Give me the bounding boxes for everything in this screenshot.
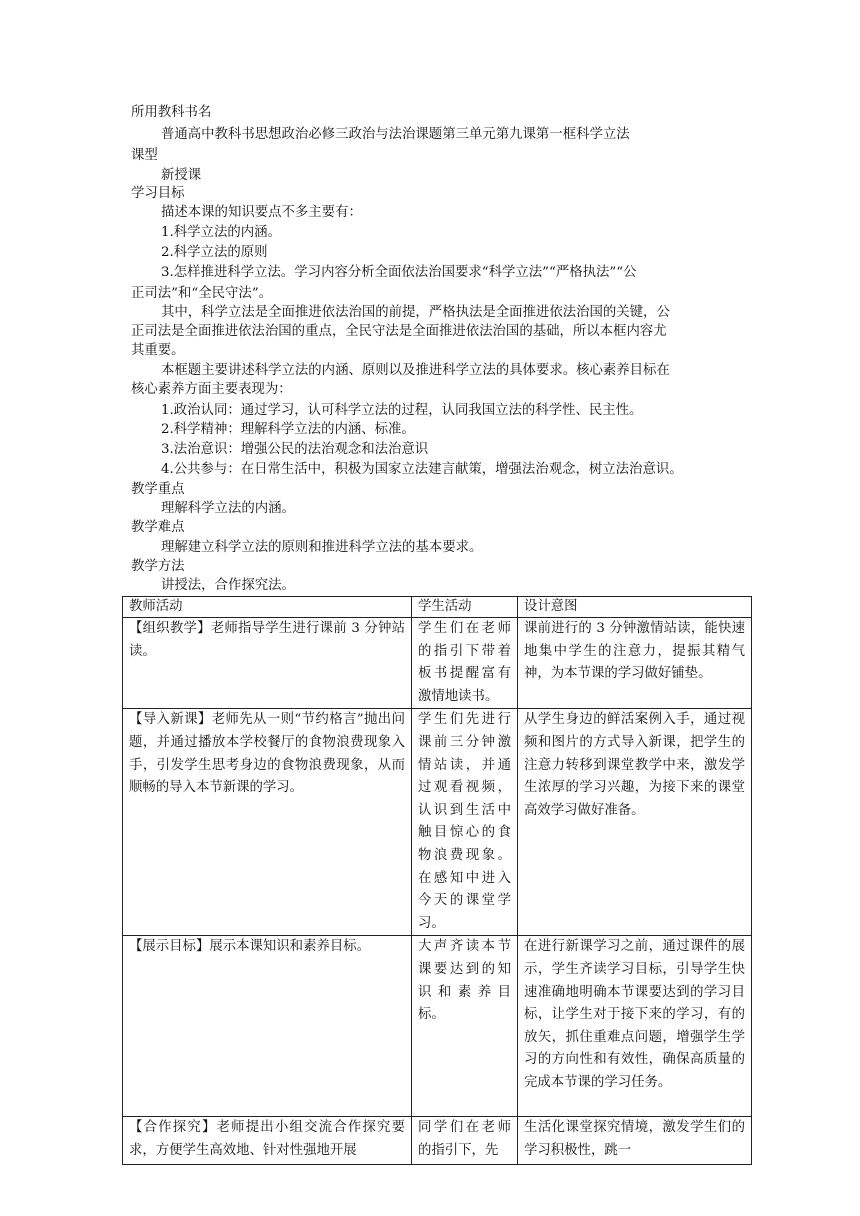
paragraph-2-line-2: 正司法是全面推进依法治国的重点，全民守法是全面推进依法治国的基础，所以本框内容尤	[131, 324, 667, 339]
textbook-value: 普通高中教科书思想政治必修三政治与法治课题第三单元第九课第一框科学立法	[161, 127, 630, 142]
paragraph-2-line-1: 其中，科学立法是全面推进依法治国的前提，严格执法是全面推进依法治国的关键，公	[161, 305, 670, 320]
literacy-item-4: 4.公共参与：在日常生活中，积极为国家立法建言献策，增强法治观念，树立法治意识。	[161, 462, 683, 477]
textbook-label: 所用教科书名	[131, 105, 212, 120]
lesson-type-label: 课型	[131, 148, 158, 163]
design-intent-cell: 从学生身边的鲜活案例入手，通过视频和图片的方式导入新课，把学生的注意力转移到课堂教学中来，激发学生浓厚的学习兴趣，为接下来的课堂高效学习做好准备。	[518, 709, 752, 936]
teacher-activity-cell: 【组织教学】老师指导学生进行课前 3 分钟站读。	[123, 618, 412, 709]
key-point-value: 理解科学立法的内涵。	[161, 501, 295, 516]
design-intent-cell: 在进行新课学习之前，通过课件的展示，学生齐读学习目标，引导学生快速准确地明确本节课要达到的学习目标，让学生对于接下来的学习，有的放矢，抓住重难点问题，增强学生学习的方向性和有效性，确保高质量的完成本节课的学习任务。	[518, 936, 752, 1117]
header-design-intent: 设计意图	[518, 597, 752, 618]
table-row	[123, 618, 752, 709]
paragraph-2-line-3: 其重要。	[131, 343, 185, 358]
lesson-plan-table	[122, 596, 752, 1165]
literacy-item-3: 3.法治意识：增强公民的法治观念和法治意识	[161, 442, 429, 457]
teacher-activity-cell: 【合作探究】老师提出小组交流合作探究要求，方便学生高效地、针对性强地开展	[123, 1117, 412, 1165]
teacher-activity-cell: 【导入新课】老师先从一则“节约格言”抛出问题，并通过播放本学校餐厅的食物浪费现象入手，引发学生思考身边的食物浪费现象，从而顺畅的导入本节新课的学习。	[123, 709, 412, 936]
objective-item-1: 1.科学立法的内涵。	[161, 225, 281, 240]
literacy-item-1: 1.政治认同：通过学习，认可科学立法的过程，认同我国立法的科学性、民主性。	[161, 403, 643, 418]
student-activity-cell: 大声齐读本节课要达到的知识和素养目标。	[412, 936, 518, 1117]
student-activity-cell: 同学们在老师的指引下，先	[412, 1117, 518, 1165]
key-point-label: 教学重点	[131, 482, 185, 497]
header-student-activity: 学生活动	[412, 597, 518, 618]
design-intent-cell: 生活化课堂探究情境，激发学生们的学习积极性，跳一	[518, 1117, 752, 1165]
difficulty-label: 教学难点	[131, 520, 185, 535]
student-activity-cell: 学生们在老师的指引下带着板书提醒富有激情地读书。	[412, 618, 518, 709]
method-label: 教学方法	[131, 559, 185, 574]
table-row	[123, 709, 752, 936]
objectives-intro: 描述本课的知识要点不多主要有：	[161, 205, 362, 220]
paragraph-3-line-1: 本框题主要讲述科学立法的内涵、原则以及推进科学立法的具体要求。核心素养目标在	[161, 363, 670, 378]
objectives-label: 学习目标	[131, 186, 185, 201]
teacher-activity-cell: 【展示目标】展示本课知识和素养目标。	[123, 936, 412, 1117]
student-activity-cell: 学生们先进行课前三分钟激情站读，并通过观看视频，认识到生活中触目惊心的食物浪费现象。在感知中进入今天的课堂学习。	[412, 709, 518, 936]
design-intent-cell: 课前进行的 3 分钟激情站读，能快速地集中学生的注意力，提振其精气神，为本节课的学习做好铺垫。	[518, 618, 752, 709]
objective-item-2: 2.科学立法的原则	[161, 245, 268, 260]
paragraph-3-line-2: 核心素养方面主要表现为：	[131, 382, 292, 397]
method-value: 讲授法，合作探究法。	[161, 578, 295, 593]
literacy-item-2: 2.科学精神：理解科学立法的内涵、标准。	[161, 422, 415, 437]
objective-item-3-line-2: 正司法”和“全民守法”。	[131, 286, 273, 301]
table-row	[123, 936, 752, 1117]
table-header-row	[123, 597, 752, 618]
header-teacher-activity: 教师活动	[123, 597, 412, 618]
lesson-type-value: 新授课	[161, 168, 202, 183]
table-row	[123, 1117, 752, 1165]
objective-item-3-line-1: 3.怎样推进科学立法。学习内容分析全面依法治国要求“科学立法”“严格执法”“公	[161, 265, 637, 280]
difficulty-value: 理解建立科学立法的原则和推进科学立法的基本要求。	[161, 540, 483, 555]
